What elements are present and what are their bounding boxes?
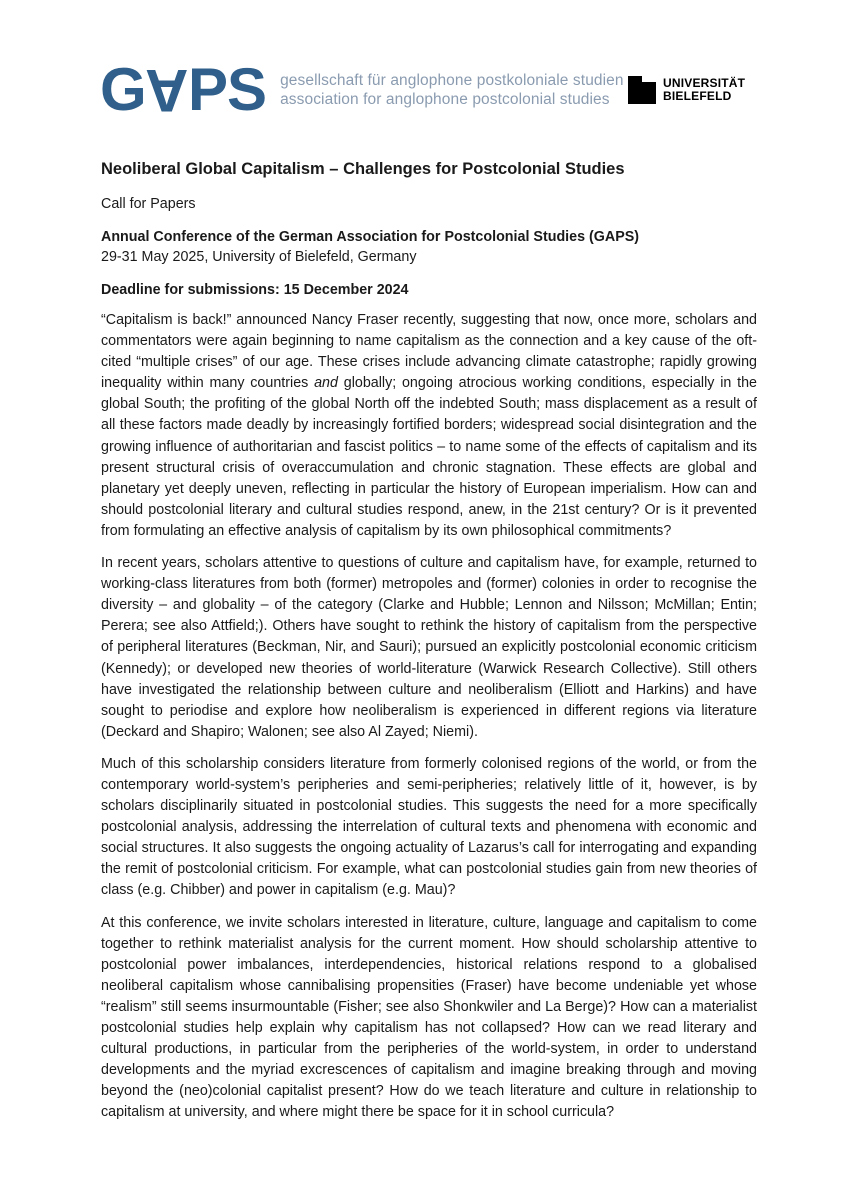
gaps-tagline-english: association for anglophone postcolonial studies	[280, 91, 610, 108]
university-logo	[628, 76, 745, 104]
page-header	[100, 56, 760, 124]
gaps-logo-letter-g: G	[100, 56, 146, 123]
submission-deadline: Deadline for submissions: 15 December 2024	[101, 282, 409, 298]
gaps-tagline-german: gesellschaft für anglophone postkoloniale studien	[280, 72, 624, 89]
university-mark-icon	[628, 76, 656, 104]
conference-info	[101, 227, 757, 267]
call-for-papers-label: Call for Papers	[101, 196, 196, 212]
paragraph-1-text-a: “Capitalism is back!” announced Nancy Fraser recently, suggesting that now, once more, scholars and commentators were again beginning to name capitalism as the connection and a key cause of the oft-cited “multiple crises” of our age. These crises include advancing climate catastrophe; rapidly growing inequality within many countries	[101, 312, 757, 392]
university-name	[663, 77, 745, 103]
conference-name: Annual Conference of the German Association for Postcolonial Studies (GAPS)	[101, 229, 640, 245]
gaps-logo-wordmark	[100, 56, 267, 124]
document-title: Neoliberal Global Capitalism – Challenges for Postcolonial Studies	[101, 160, 625, 178]
paragraph-3: Much of this scholarship considers literature from formerly colonised regions of the world, or from the contemporary world-system’s peripheries and semi-peripheries; relatively little of it, however, is by scholars disciplinarily situated in postcolonial studies. This suggests the need for a more specifically postcolonial analysis, addressing the interrelation of cultural texts and phenomena with economic and social structures. It also suggests the ongoing actuality of Lazarus’s call for interrogating and expanding the remit of postcolonial criticism. For example, what can postcolonial studies gain from new theories of class (e.g. Chibber) and power in capitalism (e.g. Mau)?	[101, 755, 757, 899]
document-body	[101, 158, 757, 1134]
university-name-line2: BIELEFELD	[663, 89, 732, 103]
gaps-logo-tagline	[280, 71, 624, 109]
paragraph-4: At this conference, we invite scholars interested in literature, culture, language and capitalism to come together to rethink materialist analysis for the current moment. How should scholarship attentive to postcolonial power imbalances, interdependencies, historical relations respond to a globalised neoliberal capitalism whose cannibalising propensities (Fraser) have become undeniable yet whose “realism” still seems insurmountable (Fisher; see also Shonkwiler and La Berge)? How can a materialist postcolonial studies help explain why capitalism has not collapsed? How can we read literary and cultural productions, in particular from the peripheries of the world-system, in order to understand developments and the myriad excrescences of capitalism and imagine breaking through and moving beyond the (neo)colonial capitalist present? How do we teach literature and culture in relationship to capitalism at university, and where might there be space for it in school curricula?	[101, 914, 757, 1121]
gaps-logo-letters-ps: PS	[188, 56, 267, 123]
paragraph-2: In recent years, scholars attentive to questions of culture and capitalism have, for example, returned to working-class literatures from both (former) metropoles and (former) colonies in order to recognise the diversity – and globality – of the category (Clarke and Hubble; Lennon and Nilsson; McMillan; Entin; Perera; see also Attfield;). Others have sought to rethink the history of capitalism from the perspective of peripheral literatures (Beckman, Nir, and Sauri); pursued an explicitly postcolonial economic criticism (Kennedy); or developed new theories of world-literature (Warwick Research Collective). Still others have investigated the relationship between culture and neoliberalism (Elliott and Harkins) and have sought to periodise and explore how neoliberalism is experienced in different regions via literature (Deckard and Shapiro; Walonen; see also Al Zayed; Niemi).	[101, 555, 757, 740]
university-name-line1: UNIVERSITÄT	[663, 76, 746, 90]
conference-details: 29-31 May 2025, University of Bielefeld, Germany	[101, 249, 417, 265]
gaps-logo-letter-a: A	[145, 57, 189, 124]
paragraph-1-italic: and	[314, 375, 338, 392]
gaps-logo	[100, 56, 624, 124]
paragraph-1-text-b: globally; ongoing atrocious working conditions, especially in the global South; the profiting of the global North off the indebted South; mass displacement as a result of all these factors made deadly by increasingly fortified borders; widespread social disintegration and the growing influence of authoritarian and fascist politics – to name some of the effects of capitalism and its present structural crisis of overaccumulation and chronic stagnation. These effects are global and planetary yet deeply uneven, reflecting in particular the history of European imperialism. How can and should postcolonial literary and cultural studies respond, anew, in the 21st century? Or is it prevented from formulating an effective analysis of capitalism by its own philosophical commitments?	[101, 375, 757, 539]
paragraph-1	[101, 310, 757, 542]
